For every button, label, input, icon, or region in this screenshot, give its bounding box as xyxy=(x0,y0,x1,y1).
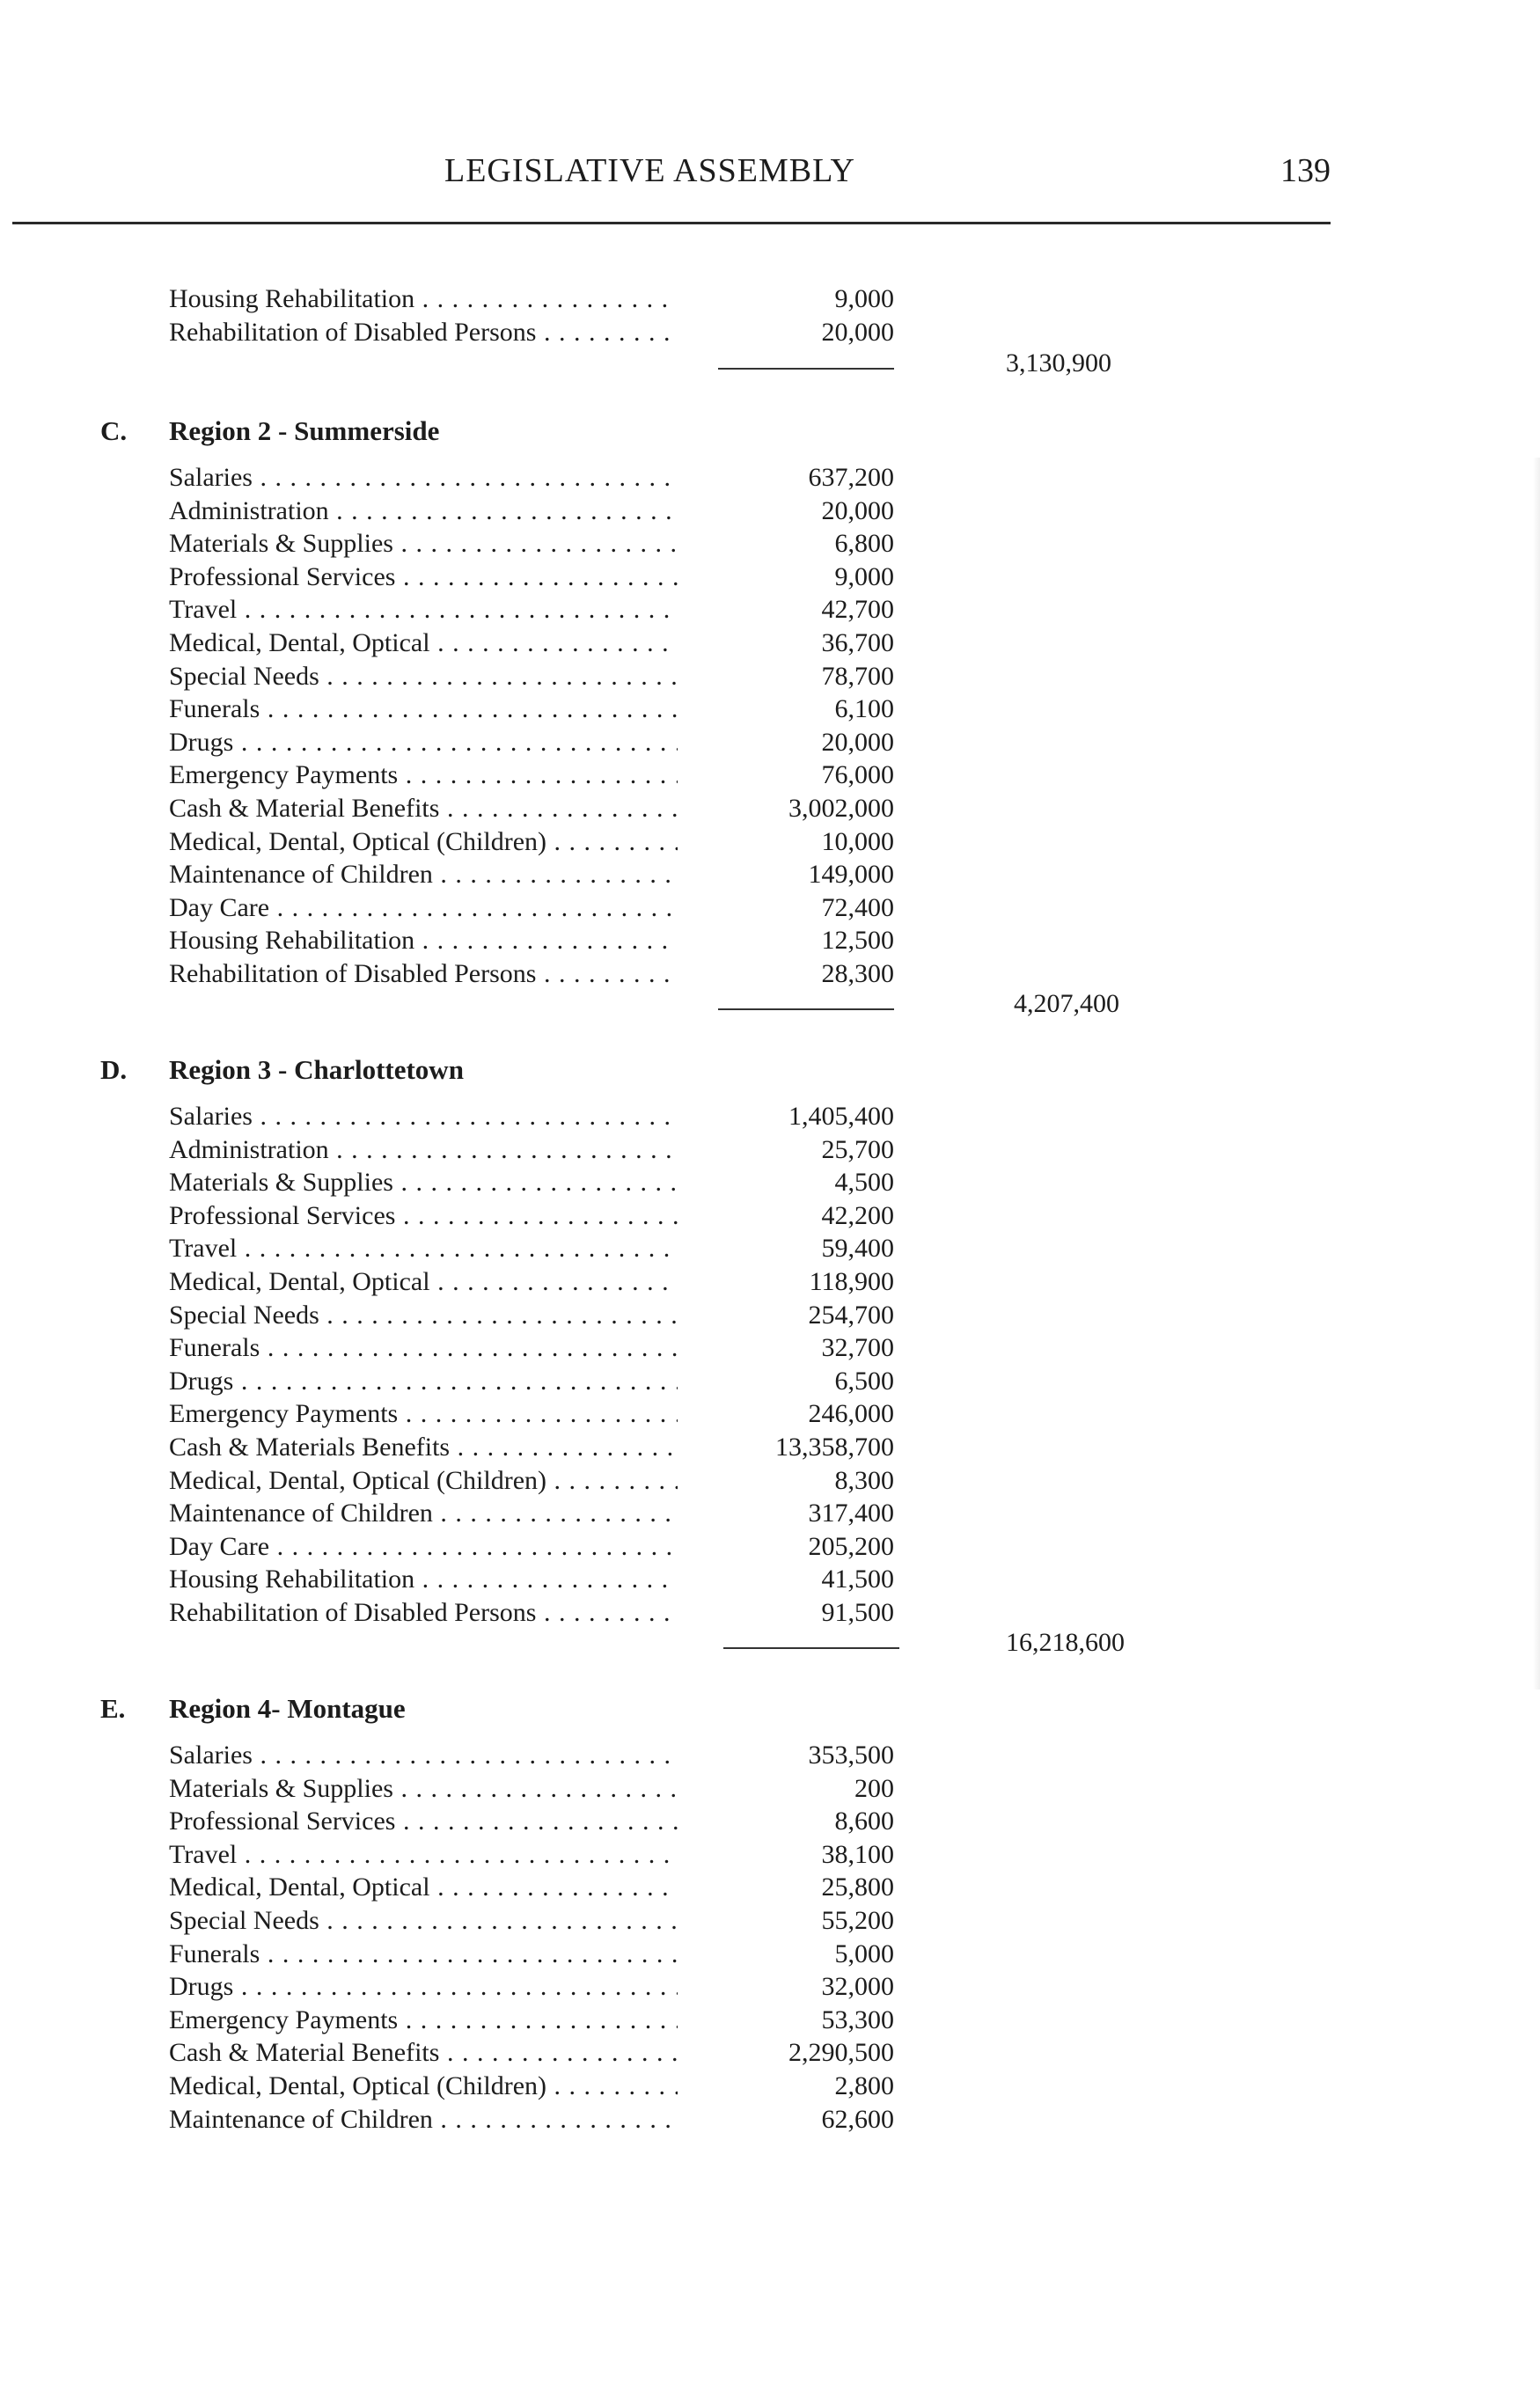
line-item-amount: 4,500 xyxy=(834,1168,894,1198)
subtotal-rule xyxy=(723,1647,899,1649)
line-item-label: Medical, Dental, Optical . . . xyxy=(169,1266,678,1298)
line-item-amount: 25,800 xyxy=(821,1873,894,1902)
line-item xyxy=(0,1332,1540,1366)
line-item-label: Rehabilitation of Disabled Persons . . . xyxy=(169,1597,678,1629)
section-letter: D. xyxy=(100,1054,128,1085)
line-item-label: Rehabilitation of Disabled Persons . . . xyxy=(169,317,678,348)
line-item-label: Materials & Supplies . . . xyxy=(169,1167,678,1198)
line-item-label: Emergency Payments . . . xyxy=(169,2005,678,2036)
line-item-amount: 53,300 xyxy=(821,2005,894,2034)
line-item-label: Housing Rehabilitation . . . xyxy=(169,1564,678,1595)
line-item-label: Special Needs . . . xyxy=(169,661,678,693)
page-number: 139 xyxy=(1280,152,1331,189)
line-item-amount: 5,000 xyxy=(834,1939,894,1968)
continuation-lines xyxy=(0,283,1540,349)
line-item xyxy=(0,759,1540,793)
line-item-amount: 42,700 xyxy=(821,595,894,625)
line-item-amount: 20,000 xyxy=(821,727,894,757)
line-item-amount: 6,800 xyxy=(834,529,894,559)
line-item xyxy=(0,727,1540,760)
line-item xyxy=(0,627,1540,661)
line-item xyxy=(0,1465,1540,1499)
line-item-label: Travel . . . xyxy=(169,1839,678,1871)
line-item-label: Funerals . . . xyxy=(169,693,678,725)
line-item xyxy=(0,1101,1540,1134)
line-item xyxy=(0,495,1540,529)
line-item-label: Salaries . . . xyxy=(169,1101,678,1132)
line-item-amount: 78,700 xyxy=(821,661,894,691)
line-item xyxy=(0,1971,1540,2005)
line-item-label: Maintenance of Children . . . xyxy=(169,2104,678,2136)
section-total: 16,218,600 xyxy=(1006,1628,1125,1657)
line-item xyxy=(0,925,1540,958)
line-item xyxy=(0,561,1540,595)
line-item-label: Day Care . . . xyxy=(169,892,678,924)
line-item xyxy=(0,1200,1540,1234)
line-item xyxy=(0,1806,1540,1839)
line-item-amount: 637,200 xyxy=(808,463,894,492)
line-item-label: Administration . . . xyxy=(169,495,678,527)
line-item xyxy=(0,693,1540,727)
line-item-amount: 55,200 xyxy=(821,1905,894,1935)
line-item-label: Drugs . . . xyxy=(169,727,678,759)
line-item-amount: 38,100 xyxy=(821,1839,894,1869)
line-item-amount: 353,500 xyxy=(808,1741,894,1770)
line-item-amount: 6,500 xyxy=(834,1366,894,1396)
line-item xyxy=(0,1872,1540,1905)
line-item xyxy=(0,1432,1540,1465)
section-lines-region-3 xyxy=(0,1101,1540,1631)
line-item xyxy=(0,2071,1540,2104)
line-item-amount: 28,300 xyxy=(821,958,894,988)
line-item-label: Administration . . . xyxy=(169,1134,678,1166)
line-item-label: Cash & Materials Benefits . . . xyxy=(169,1432,678,1463)
line-item-amount: 3,002,000 xyxy=(788,793,894,823)
line-item-amount: 32,000 xyxy=(821,1972,894,2002)
line-item-label: Professional Services . . . xyxy=(169,561,678,593)
line-item-amount: 149,000 xyxy=(808,860,894,890)
line-item xyxy=(0,1300,1540,1333)
line-item xyxy=(0,317,1540,350)
line-item-amount: 72,400 xyxy=(821,892,894,922)
line-item xyxy=(0,826,1540,860)
line-item xyxy=(0,958,1540,992)
line-item-label: Drugs . . . xyxy=(169,1366,678,1397)
page-title: LEGISLATIVE ASSEMBLY xyxy=(444,152,855,189)
line-item-label: Medical, Dental, Optical (Children) . . . xyxy=(169,2071,678,2102)
line-item-label: Emergency Payments . . . xyxy=(169,1398,678,1430)
section-title: Region 2 - Summerside xyxy=(169,415,440,446)
line-item-amount: 42,200 xyxy=(821,1200,894,1230)
line-item-amount: 13,358,700 xyxy=(775,1432,894,1462)
section-total: 4,207,400 xyxy=(1014,989,1119,1018)
line-item-label: Emergency Payments . . . xyxy=(169,759,678,791)
line-item-amount: 317,400 xyxy=(808,1499,894,1528)
line-item-amount: 1,405,400 xyxy=(788,1102,894,1131)
line-item-label: Maintenance of Children . . . xyxy=(169,859,678,891)
line-item-label: Cash & Material Benefits . . . xyxy=(169,793,678,825)
line-item xyxy=(0,1366,1540,1399)
line-item-label: Medical, Dental, Optical . . . xyxy=(169,627,678,659)
section-lines-region-4 xyxy=(0,1740,1540,2136)
line-item-amount: 8,600 xyxy=(834,1807,894,1836)
line-item-label: Rehabilitation of Disabled Persons . . . xyxy=(169,958,678,990)
line-item xyxy=(0,892,1540,926)
line-item-amount: 246,000 xyxy=(808,1399,894,1429)
line-item-amount: 36,700 xyxy=(821,627,894,657)
section-lines-region-2 xyxy=(0,462,1540,992)
line-item xyxy=(0,1398,1540,1432)
line-item xyxy=(0,2005,1540,2038)
line-item xyxy=(0,1597,1540,1631)
section-letter: E. xyxy=(100,1693,126,1724)
line-item-amount: 118,900 xyxy=(809,1266,894,1296)
line-item-amount: 62,600 xyxy=(821,2104,894,2134)
line-item xyxy=(0,1134,1540,1168)
section-letter: C. xyxy=(100,415,128,446)
line-item-amount: 41,500 xyxy=(821,1565,894,1594)
line-item-label: Travel . . . xyxy=(169,594,678,626)
header-rule xyxy=(12,222,1331,224)
line-item xyxy=(0,2104,1540,2137)
line-item-label: Housing Rehabilitation . . . xyxy=(169,283,678,315)
line-item-label: Materials & Supplies . . . xyxy=(169,528,678,560)
line-item xyxy=(0,1839,1540,1873)
line-item xyxy=(0,283,1540,317)
section-title: Region 4- Montague xyxy=(169,1693,406,1724)
line-item-label: Special Needs . . . xyxy=(169,1905,678,1937)
line-item xyxy=(0,859,1540,892)
line-item-amount: 59,400 xyxy=(821,1234,894,1264)
line-item-label: Maintenance of Children . . . xyxy=(169,1498,678,1529)
line-item xyxy=(0,1740,1540,1773)
line-item-label: Funerals . . . xyxy=(169,1332,678,1364)
line-item-amount: 20,000 xyxy=(821,317,894,347)
line-item xyxy=(0,2037,1540,2071)
line-item xyxy=(0,1167,1540,1200)
line-item-label: Housing Rehabilitation . . . xyxy=(169,925,678,956)
line-item-amount: 91,500 xyxy=(821,1597,894,1627)
line-item-amount: 25,700 xyxy=(821,1134,894,1164)
line-item xyxy=(0,1564,1540,1597)
line-item-amount: 12,500 xyxy=(821,926,894,956)
line-item xyxy=(0,528,1540,561)
line-item-amount: 32,700 xyxy=(821,1333,894,1363)
line-item xyxy=(0,1773,1540,1807)
line-item-amount: 2,290,500 xyxy=(788,2038,894,2068)
line-item-label: Medical, Dental, Optical . . . xyxy=(169,1872,678,1903)
page-edge-shadow xyxy=(1533,458,1540,1689)
section-total: 3,130,900 xyxy=(1006,348,1111,377)
line-item-label: Professional Services . . . xyxy=(169,1806,678,1837)
section-title: Region 3 - Charlottetown xyxy=(169,1054,464,1085)
page-header xyxy=(0,151,1331,204)
line-item-label: Salaries . . . xyxy=(169,1740,678,1771)
line-item xyxy=(0,462,1540,495)
line-item-amount: 8,300 xyxy=(834,1465,894,1495)
line-item-amount: 76,000 xyxy=(821,760,894,790)
line-item-amount: 10,000 xyxy=(821,826,894,856)
subtotal-rule xyxy=(718,1008,894,1010)
line-item-amount: 200 xyxy=(854,1773,894,1803)
line-item-amount: 205,200 xyxy=(808,1531,894,1561)
line-item-label: Funerals . . . xyxy=(169,1939,678,1970)
line-item xyxy=(0,661,1540,694)
line-item xyxy=(0,1939,1540,1972)
line-item xyxy=(0,1233,1540,1266)
line-item-label: Materials & Supplies . . . xyxy=(169,1773,678,1805)
subtotal-rule xyxy=(718,368,894,370)
line-item-label: Professional Services . . . xyxy=(169,1200,678,1232)
line-item-amount: 20,000 xyxy=(821,495,894,525)
line-item-amount: 9,000 xyxy=(834,561,894,591)
line-item-label: Drugs . . . xyxy=(169,1971,678,2003)
line-item xyxy=(0,1266,1540,1300)
line-item xyxy=(0,1905,1540,1939)
line-item xyxy=(0,594,1540,627)
line-item-label: Medical, Dental, Optical (Children) . . . xyxy=(169,1465,678,1497)
line-item-amount: 9,000 xyxy=(834,284,894,313)
line-item-label: Medical, Dental, Optical (Children) . . . xyxy=(169,826,678,858)
line-item xyxy=(0,793,1540,826)
line-item-label: Special Needs . . . xyxy=(169,1300,678,1331)
line-item-amount: 254,700 xyxy=(808,1300,894,1330)
line-item-label: Salaries . . . xyxy=(169,462,678,494)
line-item-label: Travel . . . xyxy=(169,1233,678,1264)
line-item-label: Day Care . . . xyxy=(169,1531,678,1563)
line-item xyxy=(0,1498,1540,1531)
line-item-amount: 6,100 xyxy=(834,694,894,724)
line-item-label: Cash & Material Benefits . . . xyxy=(169,2037,678,2069)
line-item-amount: 2,800 xyxy=(834,2071,894,2100)
line-item xyxy=(0,1531,1540,1565)
